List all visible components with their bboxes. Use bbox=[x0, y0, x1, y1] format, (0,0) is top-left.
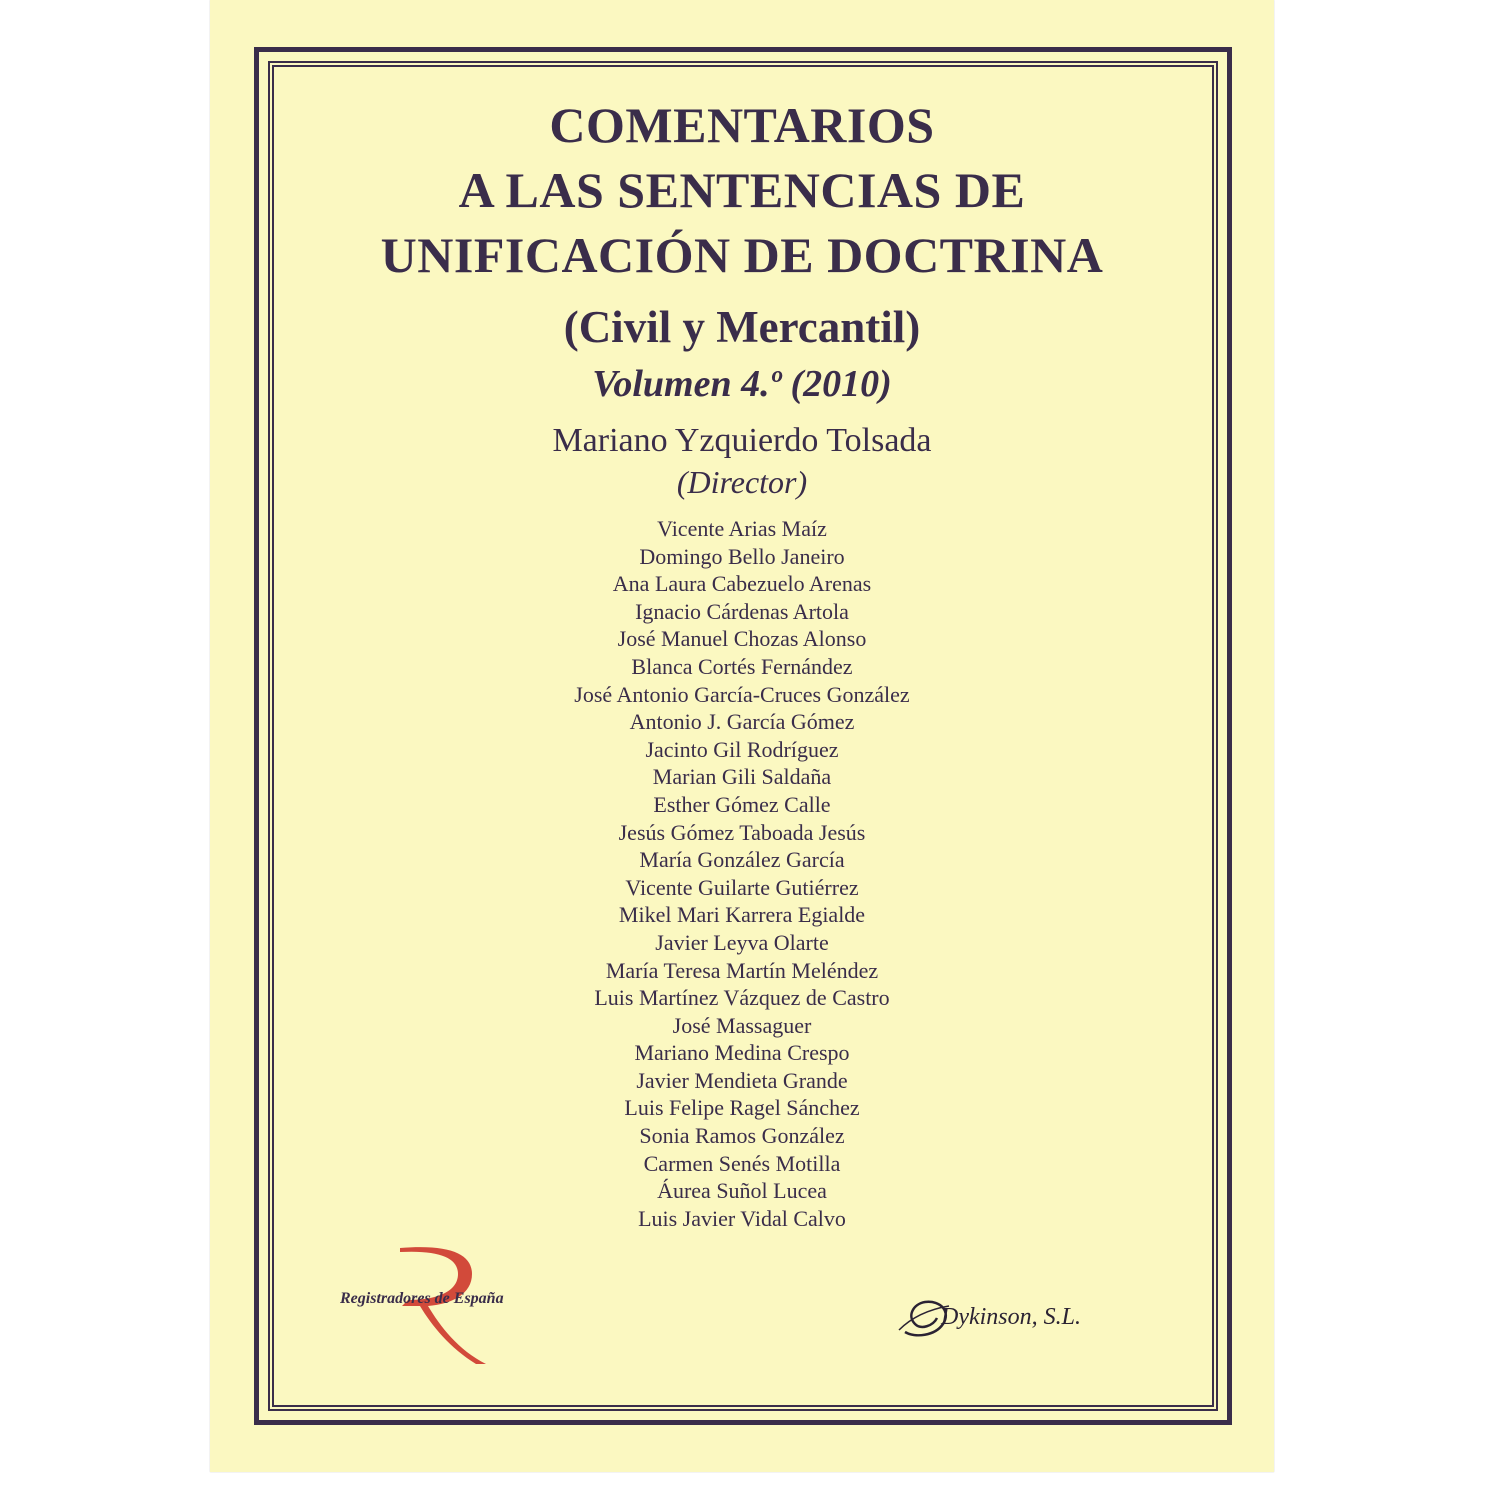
author-name: Mikel Mari Karrera Egialde bbox=[618, 902, 866, 928]
title-line-2: A LAS SENTENCIAS DE bbox=[458, 162, 1026, 218]
author-name: Javier Leyva Olarte bbox=[655, 929, 829, 955]
dykinson-logo bbox=[895, 1290, 1135, 1350]
author-name: Mariano Medina Crespo bbox=[634, 1040, 850, 1066]
author-name: Antonio J. García Gómez bbox=[629, 709, 855, 735]
author-name: José Antonio García-Cruces González bbox=[574, 681, 910, 707]
author-name: Sonia Ramos González bbox=[639, 1123, 845, 1149]
volume-label: Volumen 4.º (2010) bbox=[592, 363, 892, 405]
director-name: Mariano Yzquierdo Tolsada bbox=[552, 422, 932, 459]
author-name: Luis Martínez Vázquez de Castro bbox=[594, 985, 890, 1011]
director-role: (Director) bbox=[676, 464, 808, 500]
author-name: Vicente Arias Maíz bbox=[657, 516, 827, 541]
title-line-3: UNIFICACIÓN DE DOCTRINA bbox=[380, 227, 1104, 283]
dykinson-label: Dykinson, S.L. bbox=[941, 1304, 1081, 1330]
author-name: Domingo Bello Janeiro bbox=[639, 543, 845, 569]
author-name: Esther Gómez Calle bbox=[653, 791, 831, 817]
author-name: Javier Mendieta Grande bbox=[636, 1067, 848, 1093]
author-name: María Teresa Martín Meléndez bbox=[605, 957, 879, 983]
author-name: Luis Felipe Ragel Sánchez bbox=[624, 1095, 860, 1121]
author-list bbox=[210, 515, 1274, 1232]
cover-content bbox=[210, 0, 1274, 1472]
author-name: Blanca Cortés Fernández bbox=[631, 653, 853, 679]
author-name: María González García bbox=[639, 847, 845, 873]
author-name: Marian Gili Saldaña bbox=[652, 764, 832, 790]
author-name: Vicente Guilarte Gutiérrez bbox=[625, 874, 859, 900]
author-name: Jacinto Gil Rodríguez bbox=[645, 736, 839, 762]
author-name: Ignacio Cárdenas Artola bbox=[635, 598, 849, 624]
author-name: José Manuel Chozas Alonso bbox=[617, 626, 867, 652]
author-name: Carmen Senés Motilla bbox=[643, 1150, 841, 1176]
author-name: Jesús Gómez Taboada Jesús bbox=[618, 819, 866, 845]
author-name: Luis Javier Vidal Calvo bbox=[638, 1205, 846, 1231]
subtitle: (Civil y Mercantil) bbox=[563, 302, 921, 352]
book-cover bbox=[210, 0, 1274, 1472]
registradores-logo bbox=[340, 1240, 660, 1370]
author-name: Ana Laura Cabezuelo Arenas bbox=[612, 571, 872, 597]
registradores-label: Registradores de España bbox=[340, 1290, 504, 1307]
author-name: Áurea Suñol Lucea bbox=[657, 1178, 827, 1204]
title-line-1: COMENTARIOS bbox=[549, 97, 935, 153]
author-name: José Massaguer bbox=[672, 1012, 812, 1038]
